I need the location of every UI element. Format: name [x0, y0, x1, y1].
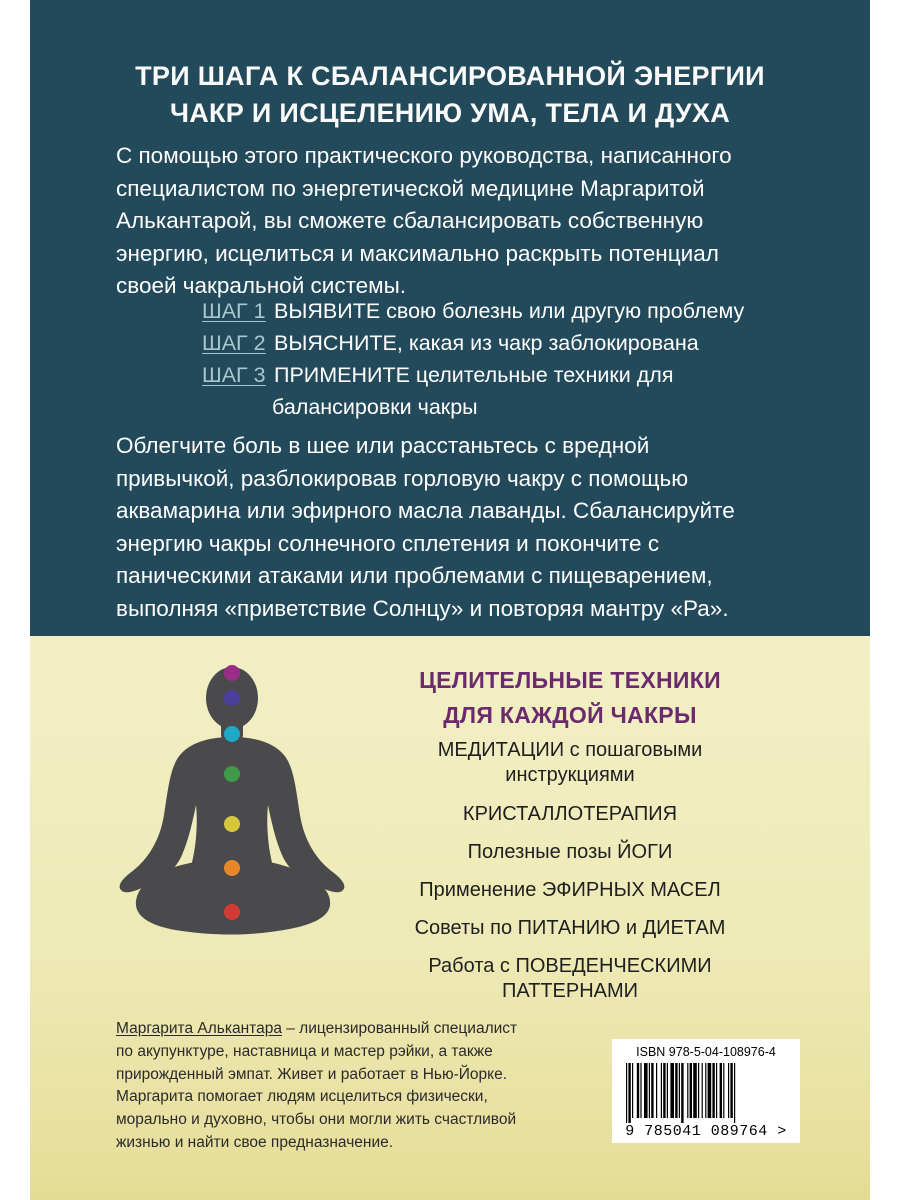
benefits-line: энергию чакры солнечного сплетения и покончите с [116, 530, 660, 556]
barcode-bar [626, 1063, 627, 1123]
author-bio-line: прирожденный эмпат. Живет и работает в Нью-Йорке. [116, 1065, 508, 1083]
step-3-text: ПРИМЕНИТЕ целительные техники для [274, 363, 674, 387]
author-bio-first-line [116, 1018, 556, 1041]
techniques-heading-line-1: ЦЕЛИТЕЛЬНЫЕ ТЕХНИКИ [419, 667, 721, 693]
barcode-bar [679, 1063, 680, 1118]
top-panel [30, 0, 870, 636]
intro-line: Алькантарой, вы сможете сбалансировать собственную [116, 208, 704, 233]
title-line-2: ЧАКР И ИСЦЕЛЕНИЮ УМА, ТЕЛА И ДУХА [169, 98, 731, 128]
barcode-icon [624, 1063, 788, 1123]
intro-line: своей чакральной системы. [116, 273, 407, 298]
step-3-label: ШАГ 3 [202, 363, 266, 387]
step-2 [202, 327, 842, 359]
technique-line: Работа с ПОВЕДЕНЧЕСКИМИ [428, 955, 712, 977]
technique-line: Применение ЭФИРНЫХ МАСЕЛ [419, 879, 721, 901]
intro-line: энергию, исцелиться и максимально раскрыть потенциал [116, 240, 719, 266]
barcode-bar [728, 1063, 729, 1118]
technique-yoga [390, 840, 750, 865]
technique-line: КРИСТАЛЛОТЕРАПИЯ [462, 803, 678, 825]
barcode-bar [723, 1063, 724, 1118]
title-line-1: ТРИ ШАГА К СБАЛАНСИРОВАННОЙ ЭНЕРГИИ [135, 61, 765, 91]
benefits-line: паническими атаками или проблемами с пищеварением, [116, 563, 713, 588]
barcode-bar [667, 1063, 668, 1118]
author-bio-line: по акупунктуре, наставница и мастер рэйки, а также [116, 1042, 493, 1060]
barcode-bar [663, 1063, 665, 1118]
step-3-continuation: балансировки чакры [272, 395, 478, 419]
barcode-bar [716, 1063, 717, 1118]
isbn-barcode-digits: 9 785041 089764 > [625, 1123, 787, 1140]
barcode-bar [720, 1063, 722, 1118]
author-bio-line: жизнью и найти свое предназначение. [116, 1133, 394, 1151]
steps-list [202, 295, 842, 423]
barcode-bar [670, 1063, 674, 1118]
author-bio-line-rest: – лицензированный специалист [281, 1020, 518, 1037]
third-eye-chakra-dot [224, 690, 240, 706]
step-1 [202, 295, 842, 327]
barcode-bar [693, 1063, 697, 1118]
author-bio-line: Маргарита помогает людям исцелиться физически, [116, 1088, 488, 1106]
barcode-bar [637, 1063, 639, 1118]
throat-chakra-dot [224, 726, 240, 742]
silhouette [120, 667, 345, 935]
techniques-list [390, 738, 750, 1018]
barcode-bar [681, 1063, 683, 1123]
technique-oils [390, 878, 750, 903]
solar-plexus-chakra-dot [224, 816, 240, 832]
barcode-bar [632, 1063, 633, 1118]
step-1-text: ВЫЯВИТЕ свою болезнь или другую проблему [274, 299, 745, 323]
barcode-bar [656, 1063, 657, 1118]
sacral-chakra-dot [224, 860, 240, 876]
technique-line: инструкциями [505, 764, 635, 786]
meditation-figure-illustration [90, 655, 390, 955]
techniques-heading [400, 663, 740, 733]
author-bio-line: морально и духовно, чтобы они могли жить счастливой [116, 1111, 517, 1129]
author-bio [116, 1018, 556, 1155]
author-name: Маргарита Алькантара [116, 1020, 282, 1037]
benefits-line: Облегчите боль в шее или расстаньтесь с вредной [116, 433, 650, 458]
technique-line: Полезные позы ЙОГИ [467, 841, 673, 863]
intro-line: специалистом по энергетической медицине Маргаритой [116, 175, 705, 201]
step-2-label: ШАГ 2 [202, 331, 266, 355]
barcode-bar [730, 1063, 732, 1118]
barcode-bar [628, 1063, 630, 1123]
benefits-line: аквамарина или эфирного масла лаванды. Сбалансируйте [116, 498, 735, 523]
barcode-bar [708, 1063, 712, 1118]
barcode-bar [675, 1063, 677, 1118]
isbn-barcode-block [612, 1039, 800, 1143]
barcode-bar [702, 1063, 703, 1118]
barcode-bar [644, 1063, 648, 1118]
techniques-heading-line-2: ДЛЯ КАЖДОЙ ЧАКРЫ [443, 702, 697, 728]
barcode-bar [640, 1063, 641, 1118]
benefits-line: привычкой, разблокировав горловую чакру с помощью [116, 465, 689, 491]
isbn-text: ISBN 978-5-04-108976-4 [636, 1045, 776, 1059]
intro-paragraph [116, 140, 816, 303]
technique-behavior [390, 954, 750, 1004]
crown-chakra-dot [224, 665, 240, 681]
technique-meditation [390, 738, 750, 788]
benefits-paragraph [116, 430, 836, 625]
benefits-line: выполняя «приветствие Солнцу» и повторяя мантру «Ра». [116, 595, 729, 621]
barcode-bar [698, 1063, 699, 1118]
book-back-cover [30, 0, 870, 1200]
cover-title [30, 58, 870, 132]
technique-line: ПАТТЕРНАМИ [501, 980, 639, 1002]
barcode-bar [690, 1063, 692, 1118]
barcode-bar [661, 1063, 662, 1118]
heart-chakra-dot [224, 766, 240, 782]
step-2-text: ВЫЯСНИТЕ, какая из чакр заблокирована [274, 331, 699, 355]
technique-crystals [390, 802, 750, 827]
technique-line: МЕДИТАЦИИ с пошаговыми [437, 739, 703, 761]
step-1-label: ШАГ 1 [202, 299, 266, 323]
barcode-bar [712, 1063, 714, 1118]
intro-line: С помощью этого практического руководства, написанного [116, 143, 732, 168]
technique-nutrition [390, 916, 750, 941]
root-chakra-dot [224, 904, 240, 920]
barcode-bar [649, 1063, 650, 1118]
barcode-bar [734, 1063, 735, 1123]
technique-line: Советы по ПИТАНИЮ и ДИЕТАМ [414, 917, 726, 939]
step-3 [202, 359, 842, 391]
barcode-bar [687, 1063, 688, 1118]
barcode-bar [651, 1063, 653, 1118]
barcode-bar [705, 1063, 706, 1118]
